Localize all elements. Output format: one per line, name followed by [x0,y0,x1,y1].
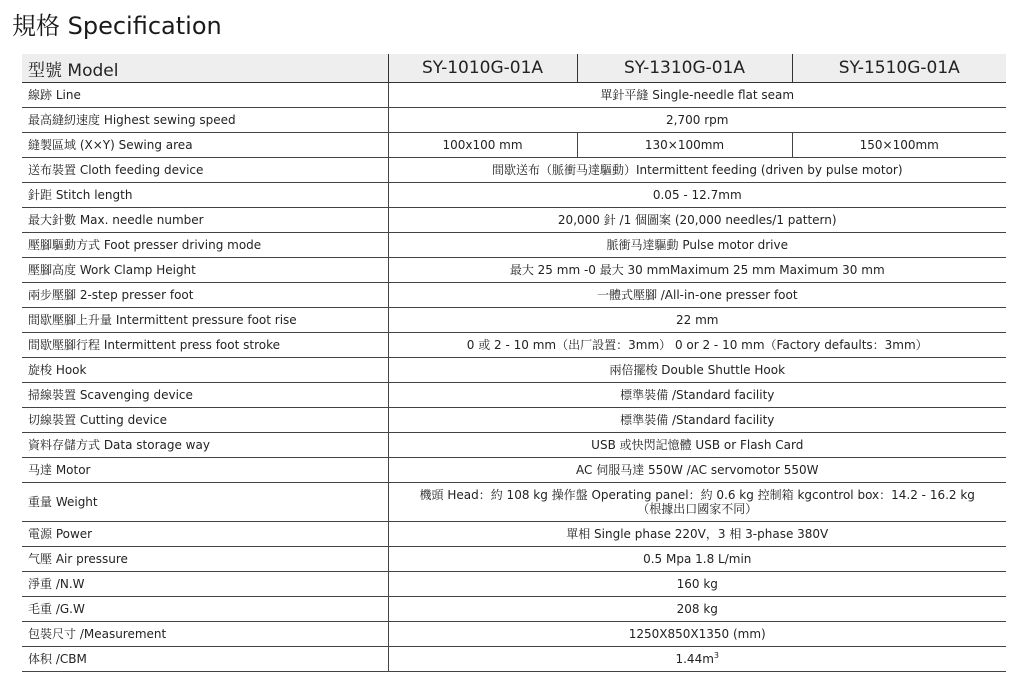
row-value: 標準裝備 /Standard facility [388,408,1006,433]
table-row [22,233,1006,258]
row-label: 間歇壓腳行程 Intermittent press foot stroke [22,333,388,358]
row-value: 100x100 mm [388,133,577,158]
table-row [22,133,1006,158]
table-row [22,383,1006,408]
table-row [22,183,1006,208]
table-row [22,408,1006,433]
row-value: 0 或 2 - 10 mm（出厂設置：3mm） 0 or 2 - 10 mm（Factory defaults：3mm） [388,333,1006,358]
row-label: 壓腳驅動方式 Foot presser driving mode [22,233,388,258]
table-row [22,258,1006,283]
row-value: AC 伺服马達 550W /AC servomotor 550W [388,458,1006,483]
row-label: 壓腳高度 Work Clamp Height [22,258,388,283]
page-title: 規格 Specification [12,12,222,40]
row-label: 马達 Motor [22,458,388,483]
row-value [388,647,1006,672]
row-value: 單針平縫 Single-needle flat seam [388,83,1006,108]
table-row [22,647,1006,672]
row-value: 208 kg [388,597,1006,622]
row-value: 20,000 針 /1 個圖案 (20,000 needles/1 pattern) [388,208,1006,233]
row-value: 22 mm [388,308,1006,333]
model-column-header: SY-1010G-01A [388,54,577,83]
table-row [22,597,1006,622]
cbm-value: 1.44m [675,652,714,666]
row-label: 針距 Stitch length [22,183,388,208]
row-label: 線跡 Line [22,83,388,108]
table-row [22,208,1006,233]
row-value: 2,700 rpm [388,108,1006,133]
row-value: 0.05 - 12.7mm [388,183,1006,208]
model-header-label: 型號 Model [22,54,388,83]
table-row [22,483,1006,522]
row-value: 間歇送布（脈衝马達驅動）Intermittent feeding (driven by pulse motor) [388,158,1006,183]
row-label: 最高縫紉速度 Highest sewing speed [22,108,388,133]
row-label: 縫製區域 (X×Y) Sewing area [22,133,388,158]
row-label: 最大針數 Max. needle number [22,208,388,233]
row-value: 160 kg [388,572,1006,597]
row-label: 電源 Power [22,522,388,547]
row-value: 0.5 Mpa 1.8 L/min [388,547,1006,572]
row-value: 單相 Single phase 220V，3 相 3-phase 380V [388,522,1006,547]
cbm-superscript: 3 [713,651,719,660]
model-column-header: SY-1510G-01A [792,54,1006,83]
weight-note-line: （根據出口國家不同） [637,502,758,516]
row-label: 体积 /CBM [22,647,388,672]
table-row [22,572,1006,597]
table-row [22,308,1006,333]
row-value: USB 或快閃記憶體 USB or Flash Card [388,433,1006,458]
row-value: 一體式壓腳 /All-in-one presser foot [388,283,1006,308]
row-label: 送布裝置 Cloth feeding device [22,158,388,183]
row-label: 資料存儲方式 Data storage way [22,433,388,458]
row-label: 旋梭 Hook [22,358,388,383]
row-label: 淨重 /N.W [22,572,388,597]
row-value: 最大 25 mm -0 最大 30 mmMaximum 25 mm Maximum 30 mm [388,258,1006,283]
row-label: 間歇壓腳上升量 Intermittent pressure foot rise [22,308,388,333]
table-row [22,458,1006,483]
weight-value-line: 機頭 Head：約 108 kg 操作盤 Operating panel：約 0.6 kg 控制箱 kgcontrol box：14.2 - 16.2 kg [419,488,975,502]
table-row [22,358,1006,383]
table-row [22,108,1006,133]
row-value [388,483,1006,522]
row-value: 兩倍擺梭 Double Shuttle Hook [388,358,1006,383]
row-label: 气壓 Air pressure [22,547,388,572]
table-row [22,83,1006,108]
row-label: 重量 Weight [22,483,388,522]
table-row [22,522,1006,547]
row-value: 標準裝備 /Standard facility [388,383,1006,408]
table-row [22,547,1006,572]
table-row [22,622,1006,647]
table-row [22,283,1006,308]
row-label: 掃線裝置 Scavenging device [22,383,388,408]
table-header-row [22,54,1006,83]
table-row [22,158,1006,183]
row-label: 切線裝置 Cutting device [22,408,388,433]
row-label: 毛重 /G.W [22,597,388,622]
table-row [22,433,1006,458]
table-row [22,333,1006,358]
spec-table [22,54,1006,672]
row-value: 130×100mm [577,133,792,158]
row-value: 脈衝马達驅動 Pulse motor drive [388,233,1006,258]
row-label: 包裝尺寸 /Measurement [22,622,388,647]
row-value: 150×100mm [792,133,1006,158]
model-column-header: SY-1310G-01A [577,54,792,83]
row-value: 1250X850X1350 (mm) [388,622,1006,647]
row-label: 兩步壓腳 2-step presser foot [22,283,388,308]
